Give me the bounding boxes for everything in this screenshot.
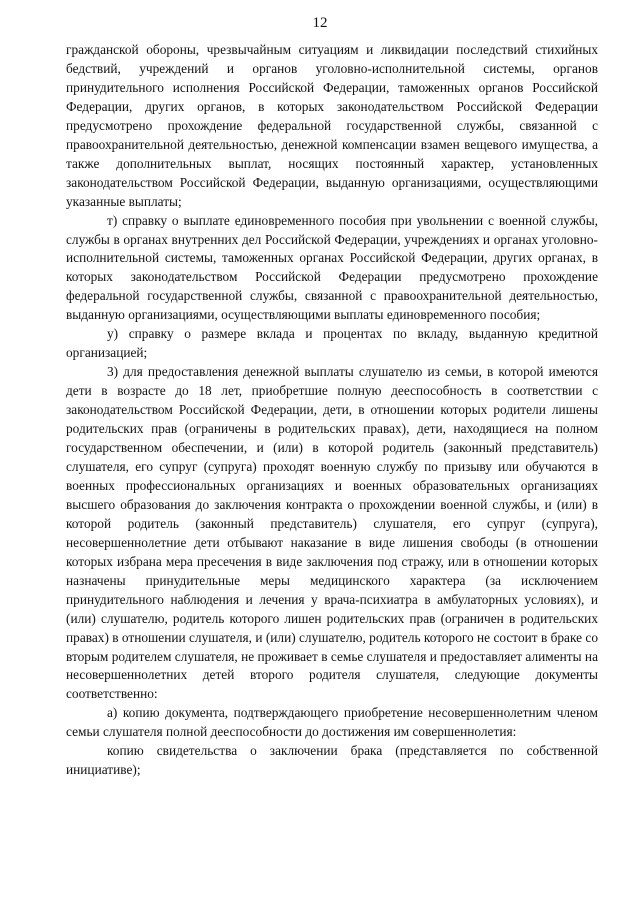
page-number: 12 [312,15,328,31]
paragraph-item-u: у) справку о размере вклада и процентах по вкладу, выданную кредитной организацией; [66,326,598,361]
paragraph-item-3: 3) для предоставления денежной выплаты слушателю из семьи, в которой имеются дети в возрасте до 18 лет, приобретшие полную дееспособность в соответствии с законодательством Российской Федерации, дети, в отношении которых родители лишены родительских прав (ограничены в родительских правах), дети, находящиеся на полном государственном обеспечении, и (или) в которой родитель (законный представитель) слушателя, его супруг (супруга) проходят военную службу по призыву или обучаются в военных профессиональных организациях и военных образовательных организациях высшего образования до заключения контракта о прохождении военной службы, и (или) в которой родитель (законный представитель) слушателя, его супруг (супруга), несовершеннолетние дети отбывают наказание в виде лишения свободы (в отношении которых избрана мера пресечения в виде заключения под стражу, или в отношении которых назначены принудительные меры медицинского характера (за исключением принудительного наблюдения и лечения у врача-психиатра в амбулаторных условиях), и (или) слушателю, родитель которого лишен родительских прав (ограничен в родительских правах) в отношении слушателя, и (или) слушателю, родитель которого не состоит в браке со вторым родителем слушателя, не проживает в семье слушателя и предоставляет алименты на несовершеннолетних детей второго родителя слушателя, следующие документы соответственно: [66,364,598,702]
paragraph-item-t: т) справку о выплате единовременного пособия при увольнении с военной службы, службы в органах внутренних дел Российской Федерации, учреждениях и органах уголовно-исполнительной системы, таможенных органах Российской Федерации, других органах, в которых законодательством Российской Федерации предусмотрено прохождение федеральной государственной службы, связанной с правоохранительной деятельностью, выданную организациями, осуществляющими выплаты единовременного пособия; [66,212,598,323]
paragraph-item-a: а) копию документа, подтверждающего приобретение несовершеннолетним членом семьи слушателя полной дееспособности до достижения им совершеннолетия: [66,705,598,740]
paragraph-marriage-certificate: копию свидетельства о заключении брака (представляется по собственной инициативе); [66,743,598,778]
document-body [66,41,598,780]
paragraph-continuation: гражданской обороны, чрезвычайным ситуациям и ликвидации последствий стихийных бедствий, учреждений и органов уголовно-исполнительной системы, органов принудительного исполнения Российской Федерации, таможенных органов Российской Федерации, других органов, в которых законодательством Российской Федерации предусмотрено прохождение федеральной государственной службы, связанной с правоохранительной деятельностью, денежной компенсации взамен вещевого имущества, а также дополнительных выплат, носящих постоянный характер, установленных законодательством Российской Федерации, выданную организациями, осуществляющими указанные выплаты; [66,42,598,209]
